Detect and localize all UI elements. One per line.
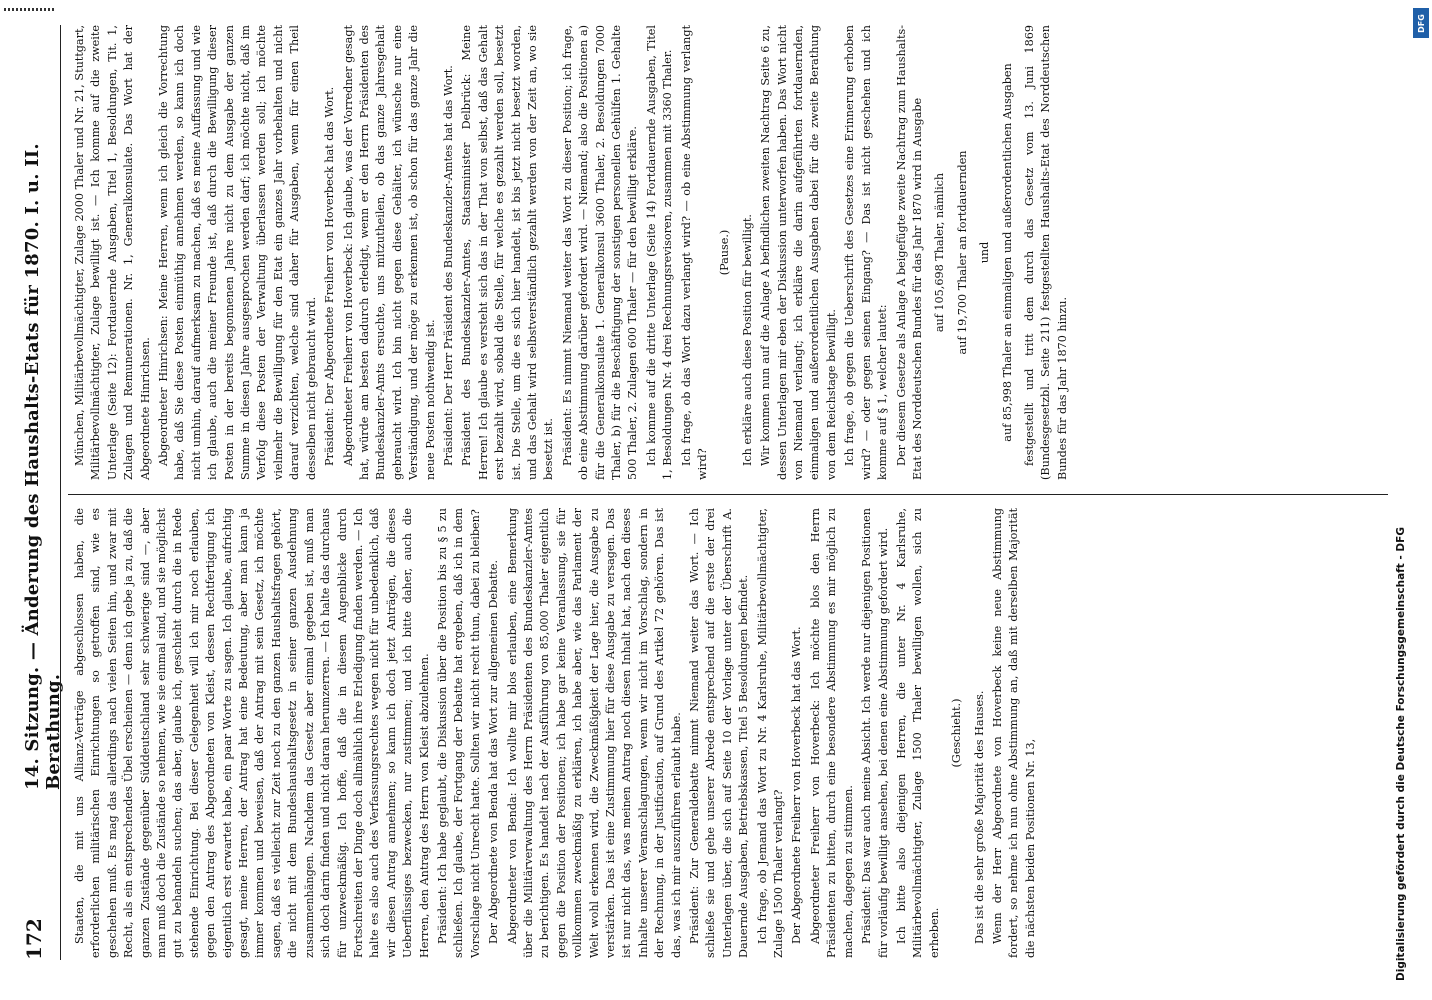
digitization-note-text: Digitalisierung gefördert durch die Deutsche Forschungsgemeinschaft - DFG — [1395, 527, 1407, 981]
paragraph: (Geschieht.) — [950, 698, 964, 768]
paragraph: Präsident: Der Herr Präsident des Bundeskanzler-Amtes hat das Wort. — [441, 65, 455, 466]
paragraph: Der Abgeordnete von Benda hat das Wort zur allgemeinen Debatte. — [487, 559, 501, 944]
page-header — [14, 25, 64, 960]
page-title: 14. Sitzung. — Änderung des Haushalts-Etats für 1870. I. u. II. Berathung. — [22, 143, 64, 790]
digitization-note — [1394, 10, 1418, 990]
paragraph: Wir kommen nun auf die Anlage A befindlichen zweiten Nachtrag Seite 6 zu, dessen Unterlagen mir eben der Diskussion unterworfen haben. Das Wort nicht von Niemand verlangt; ich erkläre die darin aufgeführten fortdauernden, einmaligen und außerordentlichen Ausgaben dabei für die zweite Berathung von dem Reichstage bewilligt. — [759, 25, 838, 480]
paragraph: Präsident: Zur Generaldebatte nimmt Niemand weiter das Wort. — Ich schließe sie und gehe unserer Abrede entsprechend auf die erste der drei Unterlagen über, die sich auf Seite 10 der Vorlage unter der Überschrift A. Dauernde Ausgaben, Betriebskassen, Titel 5 Besoldungen befindet. — [688, 508, 751, 958]
paragraph: Abgeordneter von Benda: Ich wollte mir blos erlauben, eine Bemerkung über die Militärverwaltung des Herrn Präsidenten des Bundeskanzler-Amtes zu berichtigen. Es handelt nach der Ausführung von 85,000 Thaler eigentlich gegen die Position der Positionen; ich habe gar keine Veranlassung, sie für vollkommen zweckmäßig zu erklären, ich habe aber, wie das Parlament der Welt wohl erkennen wird, die Zweckmäßigkeit der Lage hier, die Ausgabe zu verstärken. Das ist eine Zustimmung hier für diese Ausgabe zu versagen. Das ist nur nicht das, was meinen Antrag noch diesen Inhalt hat, nach den dieses Inhalte unserer Veranschlagungen, wenn wir nicht im Vorschlag, sondern in der Rechnung, in der Justification, auf Grund des Artikel 72 gehören. Das ist das, was ich mir auszuführen erlaubt habe. — [505, 508, 683, 958]
paragraph: Präsident: Das war auch meine Absicht. Ich werde nur diejenigen Positionen für vorläufig bewilligt ansehen, bei denen eine Abstimmung gefordert wird. — [860, 508, 890, 958]
paragraph: Wenn der Herr Abgeordnete von Hoverbeck keine neue Abstimmung fordert, so nehme ich nun ohne Abstimmung an, daß mit derselben Majorität die nächsten beiden Positionen Nr. 13, — [990, 508, 1037, 958]
paragraph: festgestellt und tritt dem durch das Gesetz vom 13. Juni 1869 (Bundesgesetzbl. Seite 211) festgestellten Haushalts-Etat des Norddeutschen Bundes für das Jahr 1870 hinzu. — [1022, 25, 1069, 480]
header-rule — [60, 25, 61, 960]
paragraph: Abgeordneter Freiherr von Hoverbeck: Ich glaube, was der Vorredner gesagt hat, würde am besten dadurch erledigt, wenn er den Herrn Präsidenten des Bundeskanzler-Amts ersuchte, uns mitzutheilen, ob das ganze Jahresgehalt gebraucht wird. Ich bin nicht gegen diese Gehälter, ich wünsche nur eine Verständigung, und der möge zu erkennen ist, ob schon für das ganze Jahr die neue Posten nothwendig ist. — [341, 25, 437, 480]
column-divider — [68, 494, 1388, 495]
paragraph: Präsident: Der Abgeordnete Freiherr von Hoverbeck hat das Wort. — [323, 86, 337, 466]
paragraph: Ich erkläre auch diese Position für bewilligt. — [740, 214, 754, 466]
paragraph: Abgeordneter Hinrichsen: Meine Herren, wenn ich gleich die Vorrechtung habe, daß Sie diese Posten einmüthig annehmen werden, so kann ich doch nicht umhin, darauf aufmerksam zu machen, daß es meine Auffassung und wie ich glaube, auch die meiner Freunde ist, daß durch die Bewilligung dieser Posten in der bereits begonnenen Jahre nicht zu dem Ausgabe der ganzen Summe in diesen Jahre ausgesprochen werden darf; ich möchte nicht, daß im Verfolg diese Posten der Verwaltung überlassen werden soll; ich möchte vielmehr die Bewilligung für den Etat ein ganzes Jahr vorbehalten und nicht darauf verzichten, welche sind daher für Ausgaben, wenn für einen Theil desselben nicht gebraucht wird. — [157, 25, 318, 480]
paragraph: Präsident des Bundeskanzler-Amtes, Staatsminister Delbrück: Meine Herren! Ich glaube es versteht sich das in der That von selbst, daß das Gehalt erst bezahlt wird, sobald die Stelle, für welche es gezahlt werden soll, besetzt ist. Die Stelle, um die es sich hier handelt, ist bis jetzt nicht besetzt worden, und das Gehalt wird selbstverständlich gezahlt werden von der Zeit an, wo sie besetzt ist. — [460, 25, 556, 480]
dfg-logo — [1413, 8, 1429, 38]
paragraph: Ich frage, ob Jemand das Wort zu Nr. 4 Karlsruhe, Militärbevollmächtigter, Zulage 1500 Thaler verlangt? — [755, 508, 786, 958]
paragraph: auf 19,700 Thaler an fortdauernden — [955, 150, 969, 355]
paragraph: (Pause.) — [718, 229, 732, 276]
paragraph: Ich frage, ob das Wort dazu verlangt wird? — ob eine Abstimmung verlangt wird? — [679, 25, 710, 480]
paragraph: auf 105,698 Thaler, nämlich — [933, 172, 947, 333]
paragraph: Staaten, die mit uns Allianz-Verträge abgeschlossen haben, die erforderlichen militärischen Einrichtungen so getroffen sind, wie es geschehen muß. Es mag das allerdings nach vielen Seiten hin, und zwar mit Recht, als ein entsprechendes Übel erscheinen — denn ich gebe ja zu, daß die ganzen Zustände gegenüber Süddeutschland sehr schwierige sind —, aber man muß doch die Zustände so nehmen, wie sie einmal sind, und sie möglichst gut zu behandeln suchen; das aber, glaube ich, geschieht durch die in Rede stehende Einrichtung. Bei dieser Gelegenheit will ich mir noch erlauben, gegen den Antrag des Abgeordneten von Kleist, dessen Rechtfertigung ich eigentlich erst erwartet habe, ein paar Worte zu sagen. Ich glaube, aufrichtig gesagt, meine Herren, der Antrag hat eine Bedeutung, aber man kann ja immer kommen und beweisen, daß der Antrag mit sein Gesetz, ich möchte sagen, daß es vielleicht zur Zeit noch zu den ganzen Haushaltsfragen gehört, die nicht mit dem Bundeshaushaltsgesetz in seiner ganzen Ausdehnung zusammenhängen. Nachdem das Gesetz aber einmal gegeben ist, muß man sich doch darin finden und nicht daran herumzerren. — Ich halte das durchaus für unzweckmäßig. Ich hoffe, daß die in diesem Augenblicke durch Fortschreiten der Dinge doch allmählich ihre Erledigung finden werden. — Ich halte es also auch des Verfassungsrechtes wegen nicht für unbedenklich, daß wir diesen Antrag annehmen; so kann ich doch jetzt Anträgen, die dieses Ueberflüssiges bezwecken, nur zustimmen; und ich bitte daher, auch die Herren, den Antrag des Herrn von Kleist abzulehnen. — [73, 508, 431, 958]
paragraph: Präsident: Es nimmt Niemand weiter das Wort zu dieser Position; ich frage, ob eine Abstimmung darüber gefordert wird. — Niemand; also die Positionen a) für die Generalkonsulate 1. Generalkonsul 3600 Thaler, 2. Besoldungen 7000 Thaler, b) für die Beschäftigung der sonstigen personellen Gehülfen 1. Gehalte 500 Thaler, 2. Zulagen 600 Thaler — für den bewilligt erkläre. — [560, 25, 640, 480]
paragraph: Präsident: Ich habe geglaubt, die Diskussion über die Position bis zu § 5 zu schließen. Ich glaube, der Fortgang der Debatte hat ergeben, daß ich in dem Vorschlage nicht Unrecht hatte. Sollten wir nicht recht thun, dabei zu bleiben? — [435, 508, 482, 958]
paragraph: Ich bitte also diejenigen Herren, die unter Nr. 4 Karlsruhe, Militärbevollmächtigter, Zulage 1500 Thaler bewilligen wollen, sich zu erheben. — [894, 508, 941, 958]
paragraph: München, Militärbevollmächtigter, Zulage 2000 Thaler und Nr. 21, Stuttgart, Militärbevollmächtigter, Zulage bewilligt ist. — Ich komme auf die zweite Unterlage (Seite 12): Fortdauernde Ausgaben, Titel 1, Besoldungen, Tit. 1, Zulagen und Remunerationen. Nr. 1, Generalkonsulate. Das Wort hat der Abgeordnete Hinrichsen. — [73, 25, 152, 480]
left-column — [72, 508, 1041, 958]
dfg-logo-text: DFG — [1416, 13, 1426, 33]
paragraph: Das ist die sehr große Majorität des Hauses. — [972, 690, 986, 944]
paragraph: Abgeordneter Freiherr von Hoverbeck: Ich möchte blos den Herrn Präsidenten zu bitten, durch eine besondere Abstimmung es mir möglich zu machen, dagegen zu stimmen. — [808, 508, 855, 958]
paragraph: auf 85,998 Thaler an einmaligen und außerordentlichen Ausgaben — [1000, 63, 1014, 442]
paragraph: Der Abgeordnete Freiherr von Hoverbeck hat das Wort. — [790, 626, 804, 944]
paragraph: Ich frage, ob gegen die Ueberschrift des Gesetzes eine Erinnerung erhoben wird? — oder gegen seinen Eingang? — Das ist nicht geschehen und ich komme auf § 1, welcher lautet: — [843, 25, 890, 480]
page-number: 172 — [22, 918, 46, 960]
paragraph: Der diesem Gesetze als Anlage A beigefügte zweite Nachtrag zum Haushalts-Etat des Norddeutschen Bundes für das Jahr 1870 wird in Ausgabe — [894, 25, 924, 480]
right-column — [72, 25, 1073, 480]
paragraph: Ich komme auf die dritte Unterlage (Seite 14) Fortdauernde Ausgaben, Titel 1, Besoldungen Nr. 4 drei Rechnungsrevisoren, zusammen mit 3360 Thaler. — [644, 25, 675, 480]
paragraph: und — [978, 241, 992, 264]
